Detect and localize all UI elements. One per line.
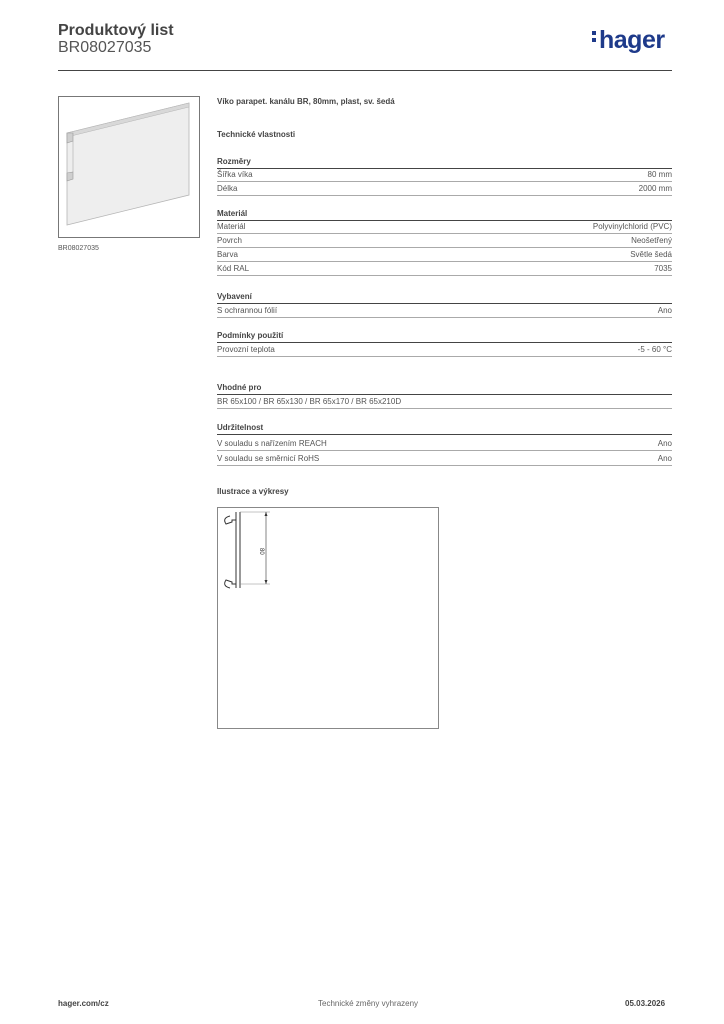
spec-label: Šířka víka xyxy=(217,170,253,179)
section-title-material: Materiál xyxy=(217,209,672,221)
footer-website: hager.com/cz xyxy=(58,999,109,1008)
spec-value: 2000 mm xyxy=(638,184,672,193)
spec-row xyxy=(217,234,672,248)
spec-value: Polyvinylchlorid (PVC) xyxy=(592,222,672,231)
product-header xyxy=(217,97,672,139)
product-code: BR08027035 xyxy=(58,39,152,56)
thumbnail-caption: BR08027035 xyxy=(58,245,99,252)
spec-label: Kód RAL xyxy=(217,264,250,273)
section-title-podminky: Podmínky použití xyxy=(217,331,672,343)
spec-row xyxy=(217,395,672,409)
spec-label: Povrch xyxy=(217,236,242,245)
product-name: Víko parapet. kanálu BR, 80mm, plast, sv. šedá xyxy=(217,97,395,106)
spec-label: BR 65x100 / BR 65x130 / BR 65x170 / BR 65x210D xyxy=(217,397,402,406)
spec-row xyxy=(217,168,672,182)
spec-value: -5 - 60 °C xyxy=(637,345,672,354)
section-title-illustrations: Ilustrace a výkresy xyxy=(217,487,289,496)
footer-date: 05.03.2026 xyxy=(625,999,666,1008)
section-title-vybaveni: Vybavení xyxy=(217,292,672,304)
spec-row xyxy=(217,452,672,466)
section-title-udrzitelnost: Udržitelnost xyxy=(217,423,672,435)
section-title-vhodne: Vhodné pro xyxy=(217,383,672,395)
spec-label: Barva xyxy=(217,250,238,259)
dimension-label: 80 xyxy=(258,548,264,555)
product-thumbnail xyxy=(58,96,200,238)
spec-label: Délka xyxy=(217,184,238,193)
spec-label: Provozní teplota xyxy=(217,345,275,354)
spec-row xyxy=(217,262,672,276)
spec-value: Ano xyxy=(657,306,672,315)
spec-value: Ano xyxy=(657,439,672,448)
footer-disclaimer: Technické změny vyhrazeny xyxy=(318,999,419,1008)
cover-profile-icon xyxy=(59,97,199,237)
logo-text: hager xyxy=(599,26,665,54)
spec-value: Neošetřený xyxy=(631,236,672,245)
header-divider xyxy=(58,70,672,71)
spec-row xyxy=(217,437,672,451)
logo-dots-icon xyxy=(592,28,597,45)
spec-value: Ano xyxy=(657,454,672,463)
technical-drawing xyxy=(217,507,439,729)
spec-value: 80 mm xyxy=(647,170,672,179)
spec-label: S ochrannou fólií xyxy=(217,306,278,315)
spec-row xyxy=(217,220,672,234)
spec-row xyxy=(217,248,672,262)
spec-label: Materiál xyxy=(217,222,246,231)
section-title-rozmery: Rozměry xyxy=(217,157,672,169)
spec-row xyxy=(217,304,672,318)
tech-heading: Technické vlastnosti xyxy=(217,130,296,139)
spec-label: V souladu s nařízením REACH xyxy=(217,439,327,448)
spec-row xyxy=(217,343,672,357)
spec-value: 7035 xyxy=(654,264,672,273)
hager-logo xyxy=(592,26,665,55)
spec-label: V souladu se směrnicí RoHS xyxy=(217,454,320,463)
page-title: Produktový list xyxy=(58,22,174,39)
cover-section-drawing-icon xyxy=(218,508,438,728)
spec-value: Světle šedá xyxy=(630,250,672,259)
spec-row xyxy=(217,182,672,196)
